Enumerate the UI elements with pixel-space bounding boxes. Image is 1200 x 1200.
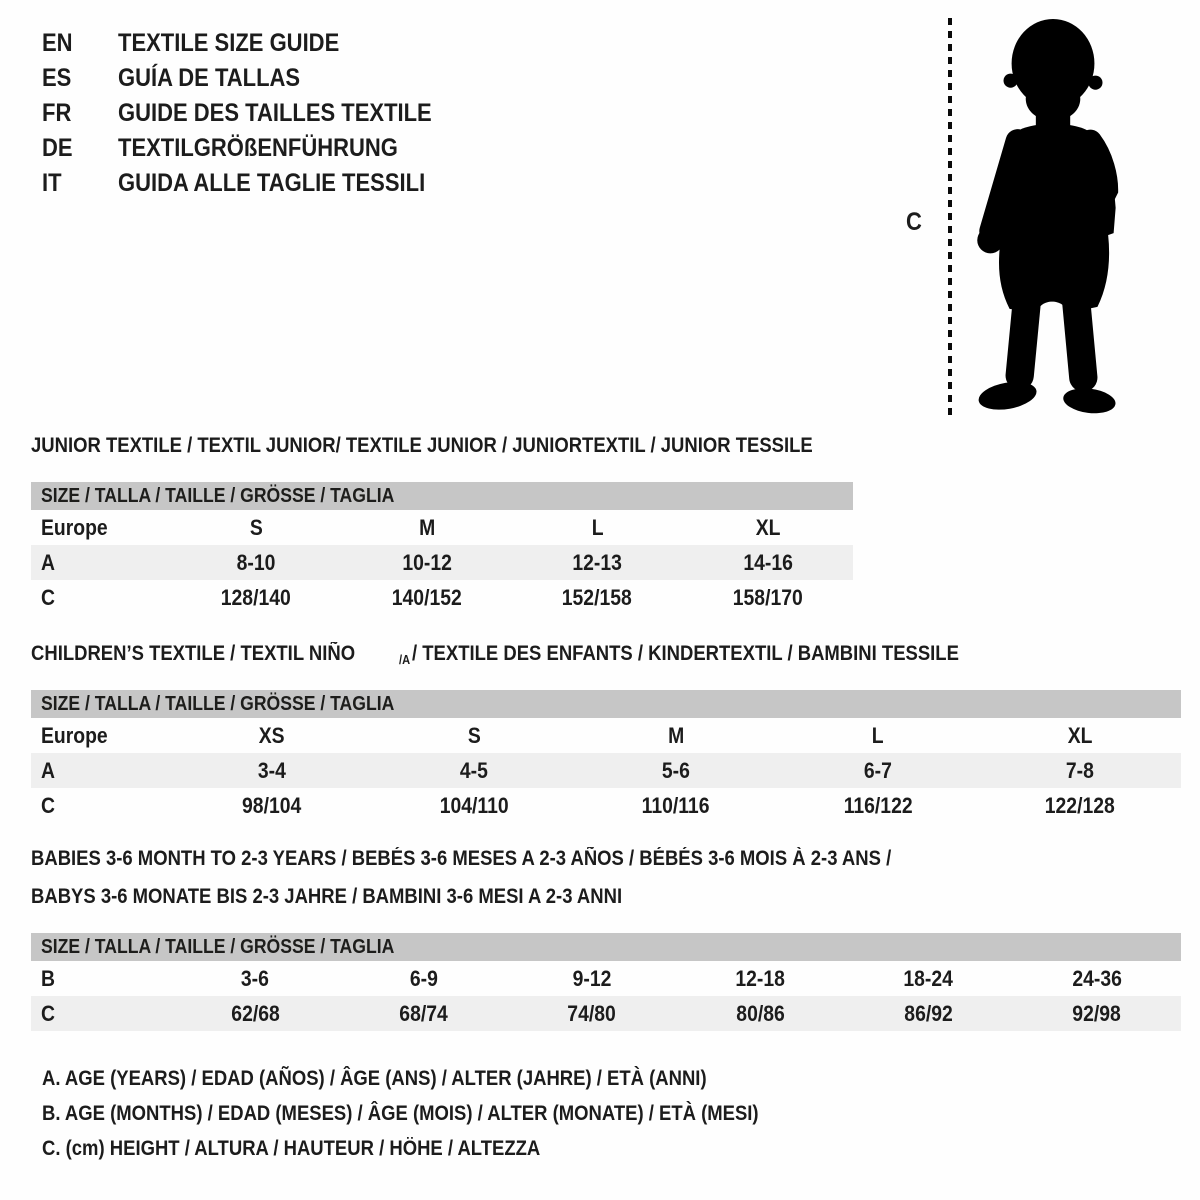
table-cell-value: 8-10 [236,549,276,575]
language-code: ES [42,64,72,92]
row-label: C [41,584,55,610]
size-table-junior [31,510,853,615]
table-cell-value: 6-7 [864,757,892,783]
table-cell-value: S [467,722,481,748]
childrens-textile-section [31,641,1181,823]
size-header-bar [31,690,1181,718]
table-cell-value: M [418,514,435,540]
section-title-babies [31,846,1181,910]
table-row [31,788,1181,823]
table-cell-value: 6-9 [409,965,438,991]
table-cell-value: 128/140 [221,584,292,610]
table-row [31,545,853,580]
guide-title-it: GUIDA ALLE TAGLIE TESSILI [118,169,426,197]
table-cell-value: 158/170 [732,584,803,610]
section-title-text: BABIES 3-6 MONTH TO 2-3 YEARS / BEBÉS 3-6 MESES A 2-3 AÑOS / BÉBÉS 3-6 MOIS À 2-3 ANS / [31,847,892,870]
table-cell-value: 3-4 [258,757,286,783]
section-title-text: CHILDREN’S TEXTILE / TEXTIL NIÑO [31,642,356,665]
size-header-label: SIZE / TALLA / TAILLE / GRÖSSE / TAGLIA [41,936,395,958]
row-label: C [41,1000,55,1026]
table-cell-value: 12-13 [572,549,623,575]
note-height-cm: C. (cm) HEIGHT / ALTURA / HAUTEUR / HÖHE / ALTEZZA [42,1137,541,1160]
language-code: FR [42,99,72,127]
table-cell-value: 62/68 [230,1000,280,1026]
table-cell-value: 5-6 [662,757,690,783]
legend-notes [42,1066,856,1171]
table-cell-value: 74/80 [567,1000,617,1026]
table-row [31,718,1181,753]
note-age-months: B. AGE (MONTHS) / EDAD (MESES) / ÂGE (MOIS) / ALTER (MONATE) / ETÀ (MESI) [42,1102,759,1125]
section-title-text: / TEXTILE DES ENFANTS / KINDERTEXTIL / BAMBINI TESSILE [411,642,959,665]
language-code: IT [42,169,62,197]
table-cell-value: 10-12 [401,549,452,575]
size-header-label: SIZE / TALLA / TAILLE / GRÖSSE / TAGLIA [41,693,395,715]
language-code: DE [42,134,73,162]
guide-title-en: TEXTILE SIZE GUIDE [118,29,340,57]
table-cell-value: 152/158 [562,584,633,610]
junior-textile-section [31,433,853,615]
size-header-bar [31,482,853,510]
figure-area [0,0,1200,440]
table-cell-value: 140/152 [391,584,462,610]
section-title-junior [31,433,853,459]
table-cell-value: L [591,514,604,540]
section-title-text: /A [399,652,411,667]
table-cell-value: XL [755,514,781,540]
height-measure-dashed-line [948,18,952,418]
table-cell-value: S [249,514,263,540]
guide-title-es: GUÍA DE TALLAS [118,64,301,92]
row-label: B [41,965,55,991]
table-cell-value: 7-8 [1066,757,1094,783]
table-cell-value: 122/128 [1045,792,1115,818]
table-cell-value: 24-36 [1072,965,1122,991]
table-row [31,753,1181,788]
table-cell-value: 110/116 [642,792,710,818]
babies-textile-section [31,846,1181,1031]
table-row [31,580,853,615]
section-title-text: BABYS 3-6 MONATE BIS 2-3 JAHRE / BAMBINI 3-6 MESI A 2-3 ANNI [31,885,623,908]
section-title-text: JUNIOR TEXTILE / TEXTIL JUNIOR/ TEXTILE JUNIOR / JUNIORTEXTIL / JUNIOR TESSILE [31,434,813,457]
size-header-bar [31,933,1181,961]
row-label: C [41,792,55,818]
table-cell-value: M [667,722,685,748]
language-code: EN [42,29,73,57]
table-cell-value: 86/92 [904,1000,953,1026]
figure-height-label: C [906,208,922,236]
table-cell-value: 9-12 [572,965,612,991]
row-label: A [41,549,55,575]
table-row [31,961,1181,996]
table-row [31,510,853,545]
row-label: Europe [41,722,108,748]
toddler-silhouette-icon [963,16,1140,420]
table-cell-value: L [872,722,884,748]
table-cell-value: 104/110 [439,792,509,818]
row-label: A [41,757,55,783]
table-cell-value: 18-24 [903,965,954,991]
size-table-children [31,718,1181,823]
row-label: Europe [41,514,108,540]
table-cell-value: 4-5 [460,757,488,783]
section-title-children [31,641,1181,667]
table-cell-value: 92/98 [1072,1000,1122,1026]
table-cell-value: 98/104 [242,792,302,818]
table-cell-value: XS [259,722,285,748]
table-cell-value: 80/86 [735,1000,785,1026]
table-cell-value: 68/74 [399,1000,448,1026]
guide-title-de: TEXTILGRÖßENFÜHRUNG [118,134,398,162]
guide-title-fr: GUIDE DES TAILLES TEXTILE [118,99,432,127]
table-cell-value: 12-18 [735,965,785,991]
table-cell-value: 3-6 [241,965,270,991]
size-header-label: SIZE / TALLA / TAILLE / GRÖSSE / TAGLIA [41,485,395,507]
table-cell-value: 14-16 [742,549,793,575]
size-table-babies [31,961,1181,1031]
table-cell-value: XL [1067,722,1093,748]
table-row [31,996,1181,1031]
table-cell-value: 116/122 [843,792,913,818]
note-age-years: A. AGE (YEARS) / EDAD (AÑOS) / ÂGE (ANS) / ALTER (JAHRE) / ETÀ (ANNI) [42,1067,707,1090]
